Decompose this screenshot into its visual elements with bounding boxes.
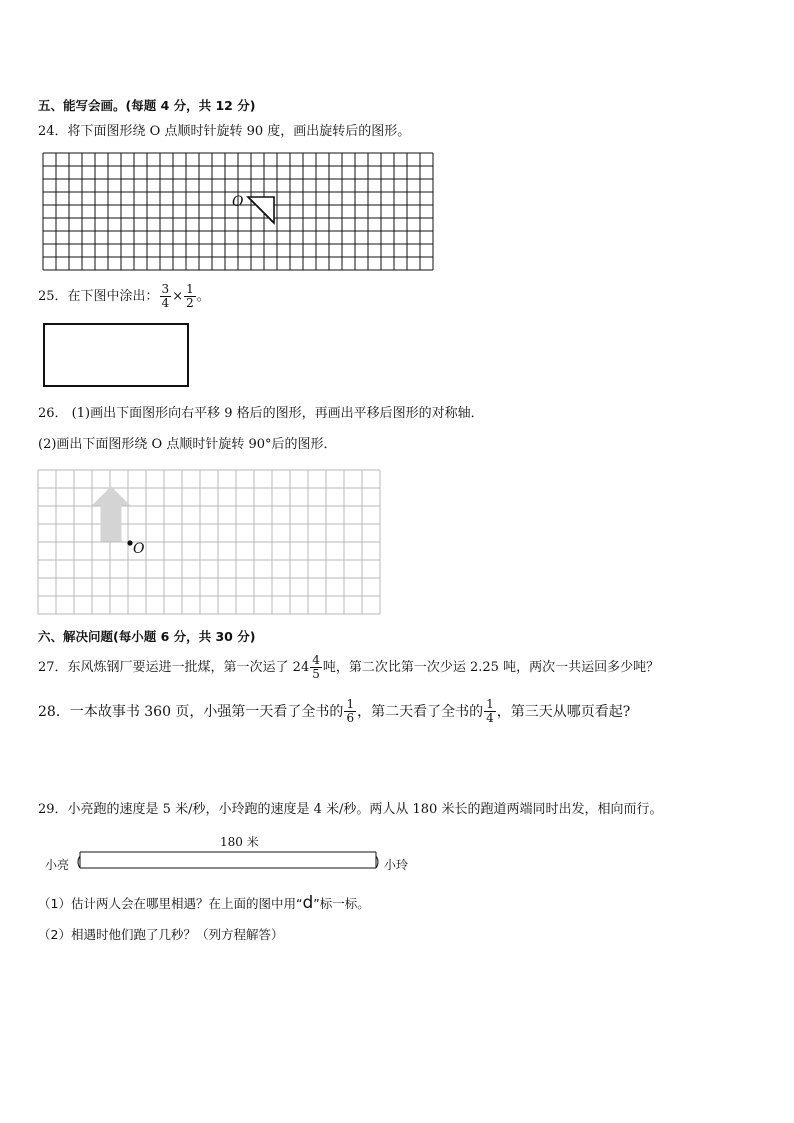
question-27-text-after: 吨，第二次比第一次少运 2.25 吨，两次一共运回多少吨？ (322, 659, 660, 675)
question-29-sub-1 (38, 894, 370, 913)
question-29-text: 29．小亮跑的速度是 5 米/秒，小玲跑的速度是 4 米/秒。两人从 180 米长的跑道两端同时出发，相向而行。 (38, 802, 663, 817)
fraction-denominator: 4 (486, 711, 494, 725)
question-29-sub-1-after: ”标一标。 (313, 896, 370, 911)
question-26-grid (37, 469, 389, 619)
fraction-numerator: 1 (186, 282, 194, 296)
question-25-text-before: 25．在下图中涂出： (38, 288, 159, 304)
question-26-point-o-label: O (133, 541, 145, 557)
question-29-right-name: 小玲 (384, 858, 409, 872)
question-27-text-before: 27．东风炼钢厂要运进一批煤，第一次运了 24 (38, 659, 310, 675)
question-27-text (38, 654, 659, 681)
question-28-text (38, 698, 630, 725)
section-five-title: 五、能写会画。(每题 4 分，共 12 分) (38, 98, 256, 113)
question-24-triangle (248, 197, 274, 223)
fraction-numerator: 1 (486, 697, 494, 711)
question-28-text-mid: ，第二天看了全书的 (357, 703, 484, 720)
question-28-text-after: ，第三天从哪页看起? (496, 703, 631, 720)
fraction-denominator: 5 (312, 667, 320, 681)
question-28-text-before: 28．一本故事书 360 页，小强第一天看了全书的 (38, 703, 344, 720)
question-26-point-o (127, 540, 132, 545)
fraction-numerator: 1 (346, 697, 355, 711)
fraction-numerator: 3 (161, 282, 170, 296)
question-29-distance-label: 180 米 (220, 835, 259, 849)
question-26-line-1: 26． (1)画出下面图形向右平移 9 格后的图形，再画出平移后图形的对称轴． (38, 406, 484, 421)
fraction-denominator: 4 (161, 296, 170, 310)
question-27-fraction (310, 654, 322, 681)
question-25-text-after: 。 (196, 288, 210, 304)
question-25-text (38, 283, 210, 310)
question-29-left-name: 小亮 (45, 858, 70, 872)
question-24-text: 24．将下面图形绕 O 点顺时针旋转 90 度，画出旋转后的图形。 (38, 124, 411, 139)
question-24-grid (40, 151, 436, 271)
times-sign: × (172, 288, 184, 304)
fraction-numerator: 4 (312, 653, 320, 667)
question-29-sub-1-mark: d (302, 893, 314, 913)
question-25-fraction-2 (184, 283, 196, 310)
question-28-fraction-1 (344, 698, 356, 725)
question-28-fraction-2 (484, 698, 496, 725)
fraction-denominator: 6 (346, 711, 355, 725)
question-25-shading-rectangle[interactable] (43, 323, 189, 387)
question-29-sub-1-before: （1）估计两人会在哪里相遇？在上面的图中用“ (38, 896, 303, 911)
question-24-point-o-label: O (232, 194, 244, 210)
fraction-denominator: 2 (186, 296, 194, 310)
question-29-sub-2: （2）相遇时他们跑了几秒？（列方程解答） (38, 927, 284, 942)
section-six-title: 六、解决问题(每小题 6 分，共 30 分) (38, 629, 256, 644)
question-26-line-2: (2)画出下面图形绕 O 点顺时针旋转 90°后的图形． (38, 437, 337, 452)
question-26-arrow-shape (93, 487, 129, 541)
question-29-track-diagram (74, 846, 382, 876)
question-25-fraction-1 (160, 283, 172, 310)
